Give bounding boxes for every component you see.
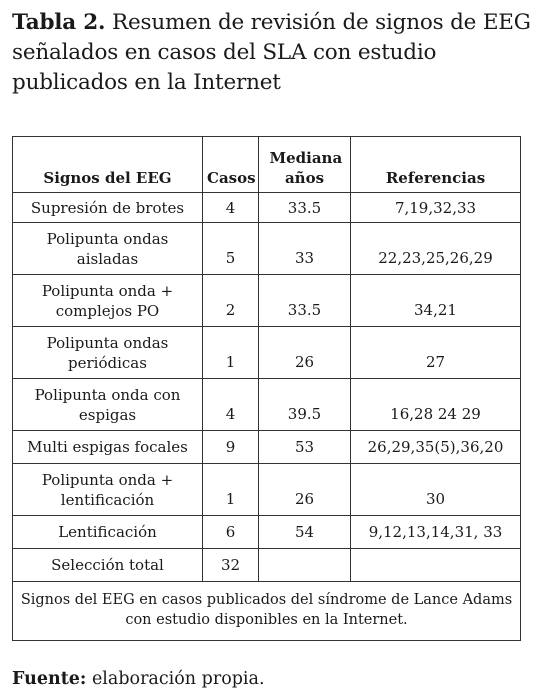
row-mediana: 33.5 (259, 193, 351, 223)
table-row (13, 431, 521, 464)
row-casos: 6 (203, 516, 259, 549)
total-referencias-empty (351, 549, 521, 582)
row-referencias: 27 (351, 327, 521, 379)
table-row (13, 223, 521, 275)
row-mediana: 33.5 (259, 275, 351, 327)
row-signo: Supresión de brotes (13, 193, 203, 223)
row-referencias: 7,19,32,33 (351, 193, 521, 223)
row-signo: Polipunta ondas aisladas (13, 223, 203, 275)
source-text: elaboración propia. (86, 669, 265, 689)
source-line (12, 668, 265, 690)
row-mediana: 26 (259, 327, 351, 379)
table-row (13, 516, 521, 549)
row-referencias: 34,21 (351, 275, 521, 327)
total-row (13, 549, 521, 582)
row-mediana: 33 (259, 223, 351, 275)
row-casos: 1 (203, 464, 259, 516)
table-row (13, 275, 521, 327)
row-referencias: 30 (351, 464, 521, 516)
row-mediana: 26 (259, 464, 351, 516)
table-title (12, 8, 534, 98)
row-mediana: 54 (259, 516, 351, 549)
row-casos: 9 (203, 431, 259, 464)
row-casos: 5 (203, 223, 259, 275)
table-row (13, 379, 521, 431)
header-referencias: Referencias (351, 137, 521, 193)
row-signo: Polipunta onda con espigas (13, 379, 203, 431)
row-signo: Polipunta onda + complejos PO (13, 275, 203, 327)
row-referencias: 16,28 24 29 (351, 379, 521, 431)
row-casos: 4 (203, 193, 259, 223)
row-casos: 2 (203, 275, 259, 327)
table-row (13, 464, 521, 516)
header-signos: Signos del EEG (13, 137, 203, 193)
row-signo: Lentificación (13, 516, 203, 549)
table-title-number: Tabla 2. (12, 10, 106, 35)
row-mediana: 53 (259, 431, 351, 464)
total-casos: 32 (203, 549, 259, 582)
total-mediana-empty (259, 549, 351, 582)
table-row (13, 327, 521, 379)
row-referencias: 26,29,35(5),36,20 (351, 431, 521, 464)
eeg-signs-table (12, 136, 521, 641)
row-signo: Polipunta onda + lentificación (13, 464, 203, 516)
row-casos: 1 (203, 327, 259, 379)
row-casos: 4 (203, 379, 259, 431)
table-footnote: Signos del EEG en casos publicados del síndrome de Lance Adams con estudio disponibles en la Internet. (13, 582, 521, 641)
row-signo: Polipunta ondas periódicas (13, 327, 203, 379)
total-label: Selección total (13, 549, 203, 582)
header-mediana: Mediana años (259, 137, 351, 193)
table-header-row (13, 137, 521, 193)
row-referencias: 22,23,25,26,29 (351, 223, 521, 275)
table-title-text: Resumen de revisión de signos de EEG señalados en casos del SLA con estudio publicados en la Internet (12, 10, 531, 95)
table-row (13, 193, 521, 223)
row-referencias: 9,12,13,14,31, 33 (351, 516, 521, 549)
footnote-row (13, 582, 521, 641)
row-signo: Multi espigas focales (13, 431, 203, 464)
row-mediana: 39.5 (259, 379, 351, 431)
source-label: Fuente: (12, 669, 87, 689)
header-casos: Casos (203, 137, 259, 193)
